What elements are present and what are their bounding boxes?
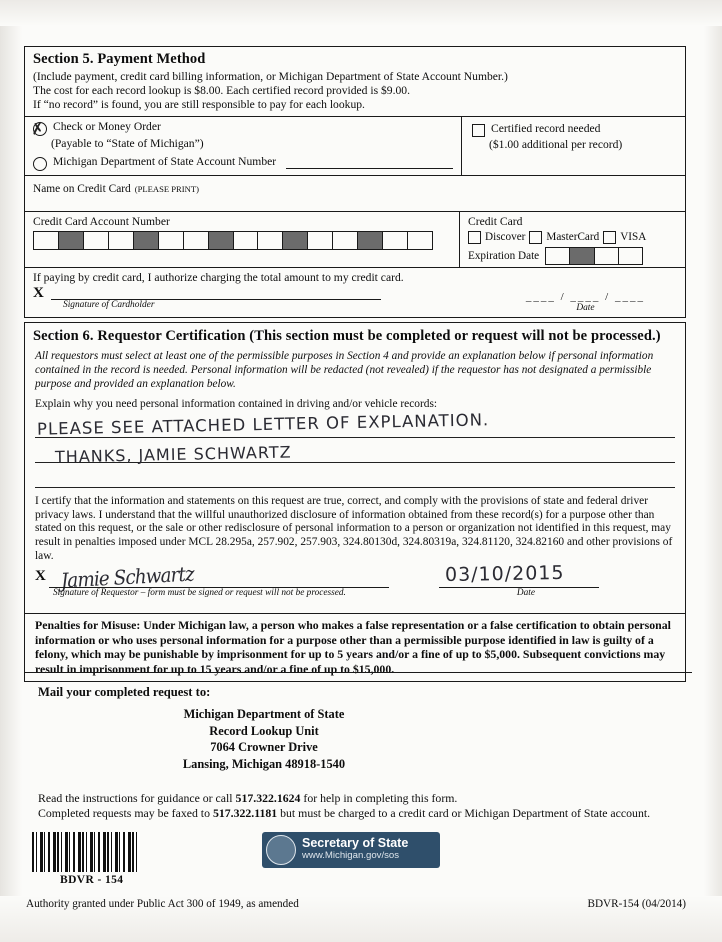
name-on-credit-card-label: Name on Credit Card — [33, 182, 131, 195]
cc-digit-cell[interactable] — [34, 232, 59, 249]
cardholder-signature-caption: Signature of Cardholder — [63, 299, 155, 310]
cc-digit-cell[interactable] — [408, 232, 432, 249]
name-on-credit-card-hint: (PLEASE PRINT) — [134, 183, 199, 194]
instructions-1-post: for help in completing this form. — [300, 790, 458, 805]
account-number-label: Michigan Department of State Account Number — [53, 154, 277, 168]
cc-digit-cell[interactable] — [234, 232, 259, 249]
section-5-line-2: The cost for each record lookup is $8.00. Each certified record provided is $9.00. — [33, 84, 410, 98]
handwritten-explanation-line-2: THANKS, JAMIE SCHWARTZ — [54, 442, 292, 467]
scan-edge-right — [704, 0, 722, 942]
section-6-heading-note: (This section must be completed or request will not be processed.) — [249, 327, 661, 344]
exp-digit-cell[interactable] — [546, 248, 570, 264]
cc-digit-cell[interactable] — [184, 232, 209, 249]
visa-label: VISA — [620, 231, 647, 244]
payment-options-right — [461, 117, 685, 174]
explanation-write-area[interactable] — [35, 410, 675, 487]
credit-card-number-block — [25, 212, 459, 267]
payment-options-row — [25, 116, 685, 174]
requestor-signature-script: Jamie Schwartz — [60, 562, 195, 593]
visa-checkbox[interactable] — [603, 231, 616, 244]
section-6-header — [25, 323, 685, 348]
certified-record-label: Certified record needed — [491, 122, 601, 136]
seal-url: www.Michigan.gov/sos — [302, 850, 400, 862]
check-money-order-option[interactable] — [29, 120, 453, 140]
address-line-3: 7064 Crowner Drive — [210, 740, 318, 755]
expiration-date-label: Expiration Date — [468, 249, 540, 262]
certification-text: I certify that the information and statements on this request are true, correct, and comply with the provisions of state and federal driver privacy laws. I understand that the willful unauthorized disclosure of information obtained from these record(s) for a purpose other than stated on this request, or the sale or other redisclosure of personal information to a person or organization not identified in this request, may result in penalties imposed under MCL 28.295a, 257.902, 257.903, 324.80130d, 324.80319a, 324.81120, 324.82160 and other provisions of law. — [35, 495, 673, 562]
credit-card-number-label: Credit Card Account Number — [33, 214, 170, 228]
form-body — [24, 46, 686, 682]
expiration-date-row — [468, 247, 679, 265]
barcode-image — [32, 832, 140, 872]
penalties-text: Under Michigan law, a person who makes a false representation or a false certification to obtain personal information or who uses personal information for a purpose other than a permissible purpose identified in law is guilty of a felony, which may be punishable by imprisonment for up to 5 years and/or a fine of up to $5,000. Subsequent convictions may result in imprisonment for up to 15 years and/or a fine of up to $15,000. — [35, 618, 671, 676]
certified-record-option[interactable] — [472, 122, 679, 137]
mastercard-label: MasterCard — [546, 231, 600, 244]
form-code: BDVR-154 (04/2014) — [587, 897, 686, 910]
credit-card-type-options — [468, 231, 679, 244]
authorization-text: If paying by credit card, I authorize charging the total amount to my credit card. — [33, 270, 404, 284]
credit-card-type-block — [459, 212, 685, 267]
check-money-order-radio[interactable] — [29, 120, 47, 140]
footer-instructions — [38, 791, 692, 822]
cc-digit-cell[interactable] — [109, 232, 134, 249]
explanation-prompt: Explain why you need personal information contained in driving and/or vehicle records: — [35, 398, 438, 411]
check-money-order-label: Check or Money Order — [53, 120, 161, 134]
account-number-input[interactable] — [286, 155, 453, 169]
certified-record-note: ($1.00 additional per record) — [489, 138, 623, 152]
section-6-intro: All requestors must select at least one of the permissible purposes in Section 4 and provide an explanation below if personal information contained in the record is needed. Personal information will be redacted (not revealed) if the requestor has not designated a permissible purpose and provided an explanation below. — [35, 349, 654, 390]
cardholder-date-caption: Date — [576, 302, 595, 313]
cc-digit-cell[interactable] — [358, 232, 383, 249]
cc-digit-cell[interactable] — [258, 232, 283, 249]
mail-to-label: Mail your completed request to: — [38, 685, 211, 699]
mailing-address — [54, 706, 474, 773]
cc-digit-cell[interactable] — [383, 232, 408, 249]
requestor-signature-row — [25, 562, 685, 613]
authority-statement: Authority granted under Public Act 300 of 1949, as amended — [26, 897, 299, 910]
barcode-label: BDVR - 154 — [60, 873, 124, 886]
address-line-1: Michigan Department of State — [183, 707, 345, 721]
cc-digit-cell[interactable] — [134, 232, 159, 249]
instructions-1-pre: Read the instructions for guidance or call — [38, 790, 236, 805]
footer-divider — [24, 672, 692, 673]
certified-record-checkbox[interactable] — [472, 124, 485, 137]
seal-text-block — [302, 837, 408, 861]
payment-options-left — [25, 117, 461, 174]
exp-digit-cell[interactable] — [570, 248, 594, 264]
credit-card-number-input[interactable] — [33, 231, 433, 250]
requestor-signature-caption: Signature of Requestor – form must be signed or request will not be processed. — [53, 588, 346, 599]
instructions-line-1 — [38, 791, 692, 806]
discover-label: Discover — [485, 231, 526, 244]
explanation-line-3[interactable] — [35, 463, 675, 488]
secretary-of-state-badge — [262, 832, 440, 868]
footer-bottom-row — [24, 832, 692, 910]
section-6-heading: Section 6. Requestor Certification — [33, 327, 250, 344]
help-phone-number: 517.322.1624 — [235, 790, 301, 805]
cardholder-authorization-row — [25, 267, 685, 317]
address-line-4: Lansing, Michigan 48918-1540 — [182, 757, 346, 772]
cc-digit-cell[interactable] — [84, 232, 109, 249]
cc-digit-cell[interactable] — [159, 232, 184, 249]
handwritten-explanation-line-1: PLEASE SEE ATTACHED LETTER OF EXPLANATION. — [36, 410, 490, 439]
expiration-date-input[interactable] — [545, 247, 643, 265]
section-5-line-1: (Include payment, credit card billing information, or Michigan Department of State Account Number.) — [33, 70, 508, 83]
account-number-option[interactable] — [33, 155, 453, 171]
requestor-date-caption: Date — [516, 588, 535, 599]
seal-title: Secretary of State — [302, 836, 409, 851]
cc-digit-cell[interactable] — [283, 232, 308, 249]
payable-to-note: (Payable to “State of Michigan”) — [51, 137, 204, 151]
requestor-signature-x: X — [35, 568, 46, 585]
cc-digit-cell[interactable] — [59, 232, 84, 249]
section-5-heading: Section 5. Payment Method — [33, 51, 206, 67]
section-6-requestor-certification — [24, 322, 686, 682]
cardholder-signature-x: X — [33, 284, 44, 301]
scan-edge-top — [0, 0, 722, 26]
cc-digit-cell[interactable] — [308, 232, 333, 249]
cc-digit-cell[interactable] — [209, 232, 234, 249]
cardholder-date-field[interactable] — [526, 291, 645, 313]
cc-digit-cell[interactable] — [333, 232, 358, 249]
address-line-2: Record Lookup Unit — [209, 723, 319, 738]
section-5-line-3: If “no record” is found, you are still responsible to pay for each lookup. — [33, 98, 365, 112]
instructions-2-post: but must be charged to a credit card or Michigan Department of State account. — [277, 806, 651, 821]
discover-checkbox[interactable] — [468, 231, 481, 244]
penalties-label: Penalties for Misuse: — [35, 618, 141, 633]
instructions-2-pre: Completed requests may be faxed to — [38, 806, 213, 821]
section-5-header — [25, 47, 685, 70]
form-footer — [24, 672, 692, 910]
name-on-credit-card-row[interactable] — [25, 175, 685, 211]
fax-phone-number: 517.322.1181 — [212, 806, 278, 821]
radio-x-mark: ✗ — [29, 120, 46, 140]
exp-digit-cell[interactable] — [595, 248, 619, 264]
mastercard-checkbox[interactable] — [529, 231, 542, 244]
credit-card-row — [25, 211, 685, 267]
scan-edge-left — [0, 0, 22, 942]
exp-digit-cell[interactable] — [619, 248, 642, 264]
section-5-payment-method — [24, 46, 686, 318]
instructions-line-2 — [38, 806, 692, 821]
cardholder-date-line: ____ / ____ / ____ — [525, 290, 645, 303]
credit-card-type-label: Credit Card — [468, 214, 523, 228]
section-5-instructions — [25, 70, 685, 116]
penalties-for-misuse — [25, 613, 685, 681]
account-number-radio[interactable] — [33, 157, 47, 171]
state-seal-icon — [266, 835, 296, 865]
requestor-date-value: 03/10/2015 — [445, 562, 566, 587]
